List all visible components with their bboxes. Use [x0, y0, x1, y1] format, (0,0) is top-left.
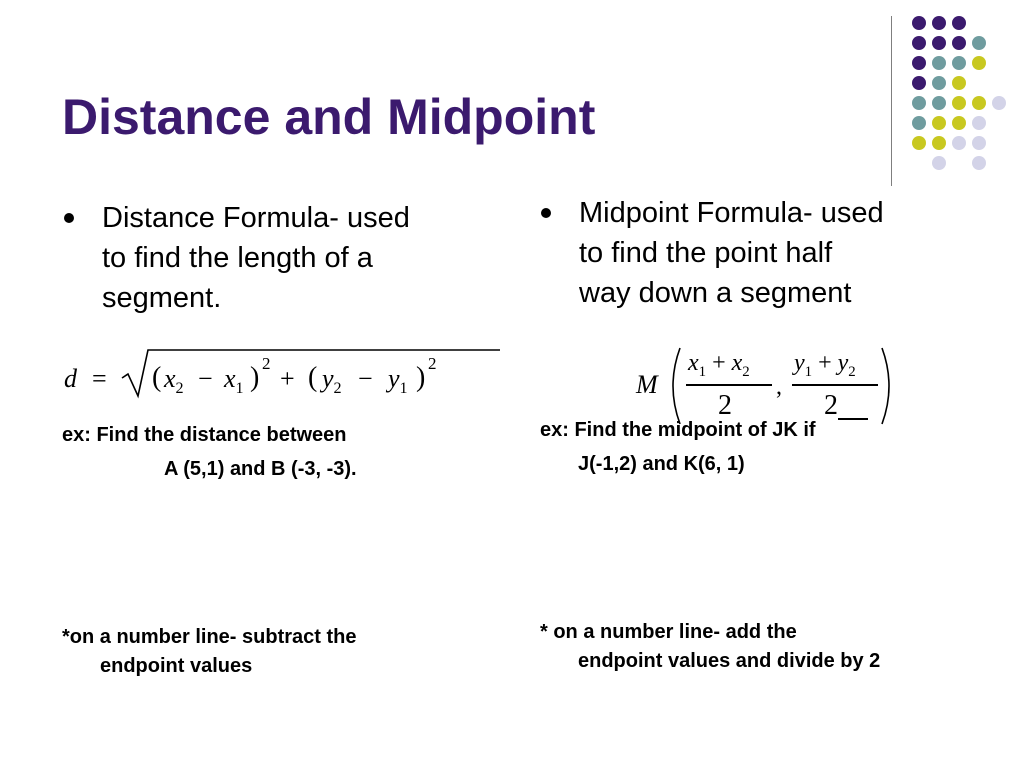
slide-title: Distance and Midpoint [62, 89, 596, 145]
midpoint-note-line-2: endpoint values and divide by 2 [578, 650, 881, 672]
fraction-bar-y [792, 384, 878, 386]
formula-d: d [64, 364, 77, 393]
vertical-divider-line [891, 16, 892, 186]
formula-minus-1: − [198, 364, 213, 393]
decorative-dot [912, 136, 926, 150]
decorative-dot [952, 56, 966, 70]
decorative-dot [932, 16, 946, 30]
decorative-dot [972, 136, 986, 150]
distance-note-line-1: *on a number line- subtract the [62, 626, 357, 648]
right-big-paren [880, 346, 896, 426]
bullet-line: Midpoint Formula- used [579, 197, 884, 229]
bullet-dot-icon [64, 213, 74, 223]
formula-y-denominator: 2 [824, 390, 838, 421]
decorative-dot [972, 56, 986, 70]
decorative-dot [932, 116, 946, 130]
distance-note-line-2: endpoint values [100, 655, 253, 677]
decorative-dot [952, 36, 966, 50]
decorative-dot [912, 76, 926, 90]
formula-M: M [636, 370, 658, 399]
distance-example-line-2: A (5,1) and B (-3, -3). [164, 458, 357, 480]
formula-square-2: 2 [428, 354, 437, 373]
fraction-bar-x [686, 384, 772, 386]
bullet-line: segment. [102, 282, 222, 314]
formula-close-paren-1: ) [250, 362, 260, 393]
formula-y-numerator: $y_1 + y_2$ [794, 350, 856, 380]
decorative-dot [912, 56, 926, 70]
decorative-dot [972, 96, 986, 110]
formula-y1: $y_1$ [388, 364, 408, 398]
formula-x-denominator: 2 [718, 390, 732, 421]
formula-x2: $x_2$ [164, 364, 184, 398]
bullet-line: to find the point half [579, 237, 833, 269]
midpoint-note-line-1: * on a number line- add the [540, 621, 797, 643]
decorative-dot [992, 96, 1006, 110]
bullet-line: Distance Formula- used [102, 202, 410, 234]
midpoint-formula-bullet [541, 193, 1001, 323]
decorative-dot [932, 156, 946, 170]
bullet-line: way down a segment [579, 277, 852, 309]
formula-open-paren-2: ( [308, 362, 318, 393]
bullet-text [102, 198, 410, 318]
decorative-dot [972, 156, 986, 170]
formula-minus-2: − [358, 364, 373, 393]
distance-formula [64, 346, 454, 406]
decorative-dot [952, 76, 966, 90]
decorative-dot [932, 76, 946, 90]
decorative-dot [932, 96, 946, 110]
decorative-dot [912, 96, 926, 110]
left-big-paren [666, 346, 682, 426]
bullet-text [579, 193, 884, 313]
midpoint-formula [636, 344, 896, 426]
decorative-dot [932, 136, 946, 150]
formula-equals: = [92, 364, 107, 393]
decorative-dot [912, 116, 926, 130]
decorative-dot [912, 16, 926, 30]
decorative-dot [952, 116, 966, 130]
decorative-dot [952, 136, 966, 150]
jk-overline [838, 418, 868, 420]
formula-y2: $y_2$ [322, 364, 342, 398]
formula-open-paren-1: ( [152, 362, 162, 393]
distance-formula-bullet [64, 198, 524, 328]
formula-x-numerator: $x_1 + x_2$ [688, 350, 750, 380]
decorative-dot [972, 36, 986, 50]
formula-plus: + [280, 364, 295, 393]
formula-comma: , [776, 374, 782, 400]
midpoint-example-line-1: ex: Find the midpoint of JK if [540, 419, 816, 441]
decorative-dot [932, 36, 946, 50]
decorative-dot [972, 116, 986, 130]
formula-x1: $x_1$ [224, 364, 244, 398]
formula-close-paren-2: ) [416, 362, 426, 393]
decorative-dot [952, 96, 966, 110]
decorative-dot [952, 16, 966, 30]
midpoint-example-line-2: J(-1,2) and K(6, 1) [578, 453, 745, 475]
bullet-dot-icon [541, 208, 551, 218]
decorative-dot [932, 56, 946, 70]
bullet-line: to find the length of a [102, 242, 373, 274]
decorative-dot [912, 36, 926, 50]
formula-square-1: 2 [262, 354, 271, 373]
distance-example-line-1: ex: Find the distance between [62, 424, 347, 446]
